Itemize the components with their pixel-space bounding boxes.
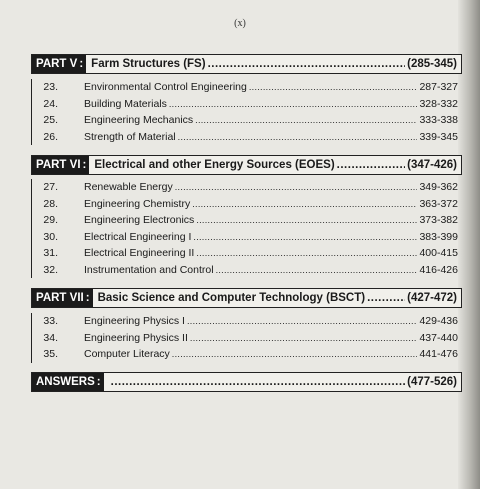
toc-entry bbox=[32, 229, 462, 246]
entry-number: 24. bbox=[43, 97, 58, 110]
part-vii-label-box: PART VII : bbox=[32, 289, 93, 307]
part-title: Basic Science and Computer Technology (BSCT) bbox=[97, 292, 366, 304]
part-page-range: (285-345) bbox=[407, 58, 457, 70]
leader-dots bbox=[195, 115, 417, 125]
leader-dots bbox=[337, 159, 405, 171]
entry-title: Engineering Chemistry bbox=[84, 197, 191, 210]
entry-number: 23. bbox=[43, 81, 58, 94]
entry-pages: 373-382 bbox=[419, 214, 458, 227]
entry-title: Electrical Engineering I bbox=[84, 230, 192, 243]
entry-pages: 429-436 bbox=[419, 315, 458, 328]
leader-dots bbox=[192, 199, 417, 209]
entry-pages: 339-345 bbox=[419, 130, 458, 143]
part-vii-entries bbox=[31, 313, 462, 363]
entry-title: Engineering Physics I bbox=[84, 315, 185, 328]
part-label: PART VI bbox=[36, 159, 81, 171]
part-page-range: (347-426) bbox=[407, 159, 457, 171]
answers-label: ANSWERS bbox=[36, 376, 95, 388]
entry-number: 29. bbox=[43, 214, 58, 227]
part-title: Farm Structures (FS) bbox=[91, 58, 206, 70]
toc-entry bbox=[32, 196, 462, 213]
entry-number: 26. bbox=[43, 130, 58, 143]
entry-number: 32. bbox=[43, 263, 58, 276]
entry-pages: 383-399 bbox=[419, 230, 458, 243]
entry-title: Engineering Physics II bbox=[84, 331, 188, 344]
entry-pages: 400-415 bbox=[419, 247, 458, 260]
entry-number: 27. bbox=[43, 181, 58, 194]
entry-pages: 349-362 bbox=[419, 181, 458, 194]
part-page-range: (427-472) bbox=[407, 292, 457, 304]
toc-entry bbox=[32, 346, 462, 363]
page-number: (x) bbox=[234, 18, 246, 29]
leader-dots bbox=[367, 292, 405, 304]
entry-title: Computer Literacy bbox=[84, 348, 170, 361]
entry-title: Engineering Mechanics bbox=[84, 114, 194, 127]
part-title-row bbox=[86, 55, 461, 73]
toc-entry bbox=[32, 330, 462, 347]
part-vi-header bbox=[31, 155, 462, 175]
leader-dots bbox=[190, 333, 418, 343]
entry-title: Environmental Control Engineering bbox=[84, 81, 247, 94]
toc-entry bbox=[32, 79, 462, 96]
toc-entry bbox=[32, 96, 462, 113]
part-v-entries bbox=[31, 79, 462, 145]
toc-entry bbox=[32, 112, 462, 129]
entry-number: 31. bbox=[43, 247, 58, 260]
part-label: PART VII bbox=[36, 292, 84, 304]
part-v-label-box: PART V : bbox=[32, 55, 86, 73]
toc-entry bbox=[32, 262, 462, 279]
toc-entry bbox=[32, 212, 462, 229]
entry-number: 34. bbox=[43, 331, 58, 344]
entry-number: 35. bbox=[43, 348, 58, 361]
entry-number: 33. bbox=[43, 315, 58, 328]
entry-pages: 328-332 bbox=[419, 97, 458, 110]
part-v-header bbox=[31, 54, 462, 74]
answers-label-box: ANSWERS : bbox=[32, 373, 104, 391]
answers-header bbox=[31, 372, 462, 392]
leader-dots bbox=[169, 99, 418, 109]
entry-pages: 416-426 bbox=[419, 263, 458, 276]
leader-dots bbox=[193, 232, 417, 242]
leader-dots bbox=[196, 248, 417, 258]
entry-title: Renewable Energy bbox=[84, 181, 173, 194]
answers-page-range: (477-526) bbox=[407, 376, 457, 388]
entry-pages: 441-476 bbox=[419, 348, 458, 361]
entry-pages: 287-327 bbox=[419, 81, 458, 94]
answers-title-row bbox=[104, 373, 461, 391]
leader-dots bbox=[196, 215, 417, 225]
toc-entry bbox=[32, 129, 462, 146]
entry-title: Strength of Material bbox=[84, 130, 176, 143]
leader-dots bbox=[208, 58, 406, 70]
leader-dots bbox=[249, 82, 418, 92]
entry-title: Building Materials bbox=[84, 97, 167, 110]
leader-dots bbox=[187, 316, 417, 326]
leader-dots bbox=[216, 265, 418, 275]
entry-number: 30. bbox=[43, 230, 58, 243]
toc-entry bbox=[32, 179, 462, 196]
part-title: Electrical and other Energy Sources (EOES) bbox=[94, 159, 335, 171]
part-title-row bbox=[89, 156, 461, 174]
leader-dots bbox=[111, 376, 406, 388]
entry-pages: 333-338 bbox=[419, 114, 458, 127]
entry-number: 25. bbox=[43, 114, 58, 127]
part-vi-entries bbox=[31, 179, 462, 278]
leader-dots bbox=[172, 349, 418, 359]
entry-pages: 437-440 bbox=[419, 331, 458, 344]
entry-pages: 363-372 bbox=[419, 197, 458, 210]
leader-dots bbox=[175, 182, 418, 192]
part-vii-header bbox=[31, 288, 462, 308]
entry-title: Instrumentation and Control bbox=[84, 263, 214, 276]
part-vi-label-box: PART VI : bbox=[32, 156, 89, 174]
toc-entry bbox=[32, 313, 462, 330]
part-title-row bbox=[93, 289, 461, 307]
part-label: PART V bbox=[36, 58, 78, 70]
entry-number: 28. bbox=[43, 197, 58, 210]
entry-title: Engineering Electronics bbox=[84, 214, 195, 227]
leader-dots bbox=[178, 132, 418, 142]
toc-entry bbox=[32, 245, 462, 262]
entry-title: Electrical Engineering II bbox=[84, 247, 195, 260]
